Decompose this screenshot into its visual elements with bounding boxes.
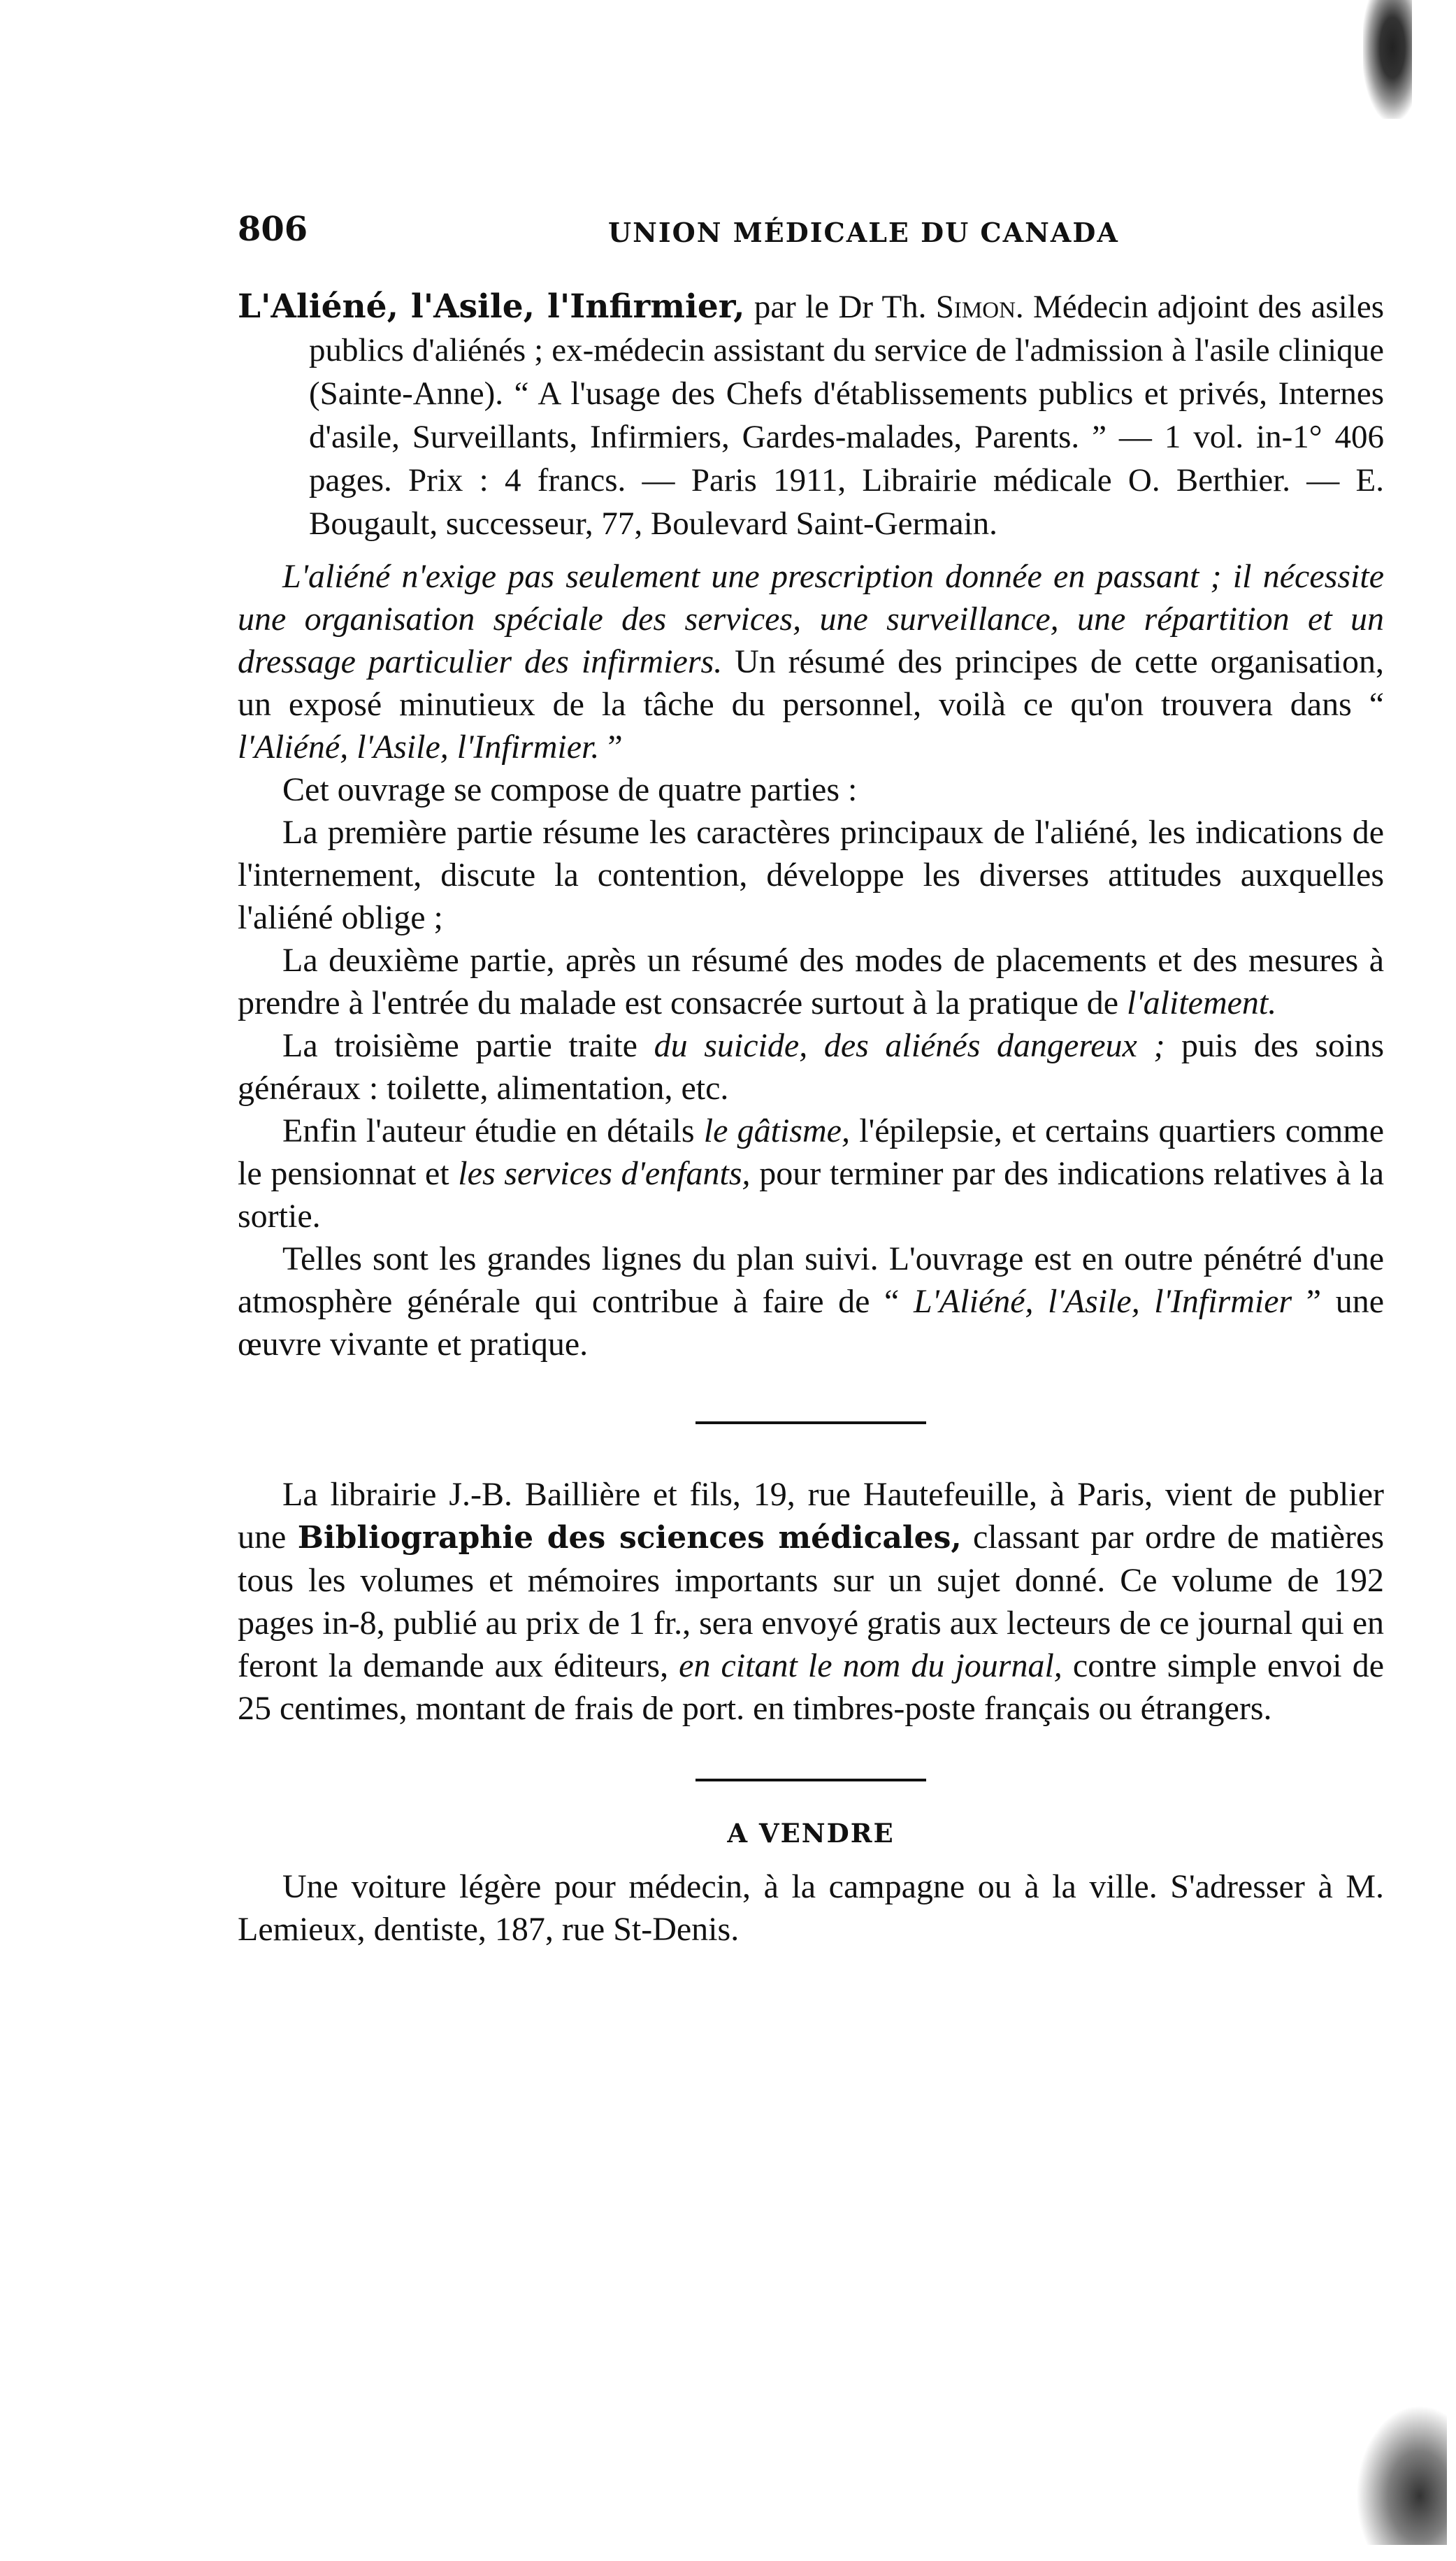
- review-paragraph: [238, 1238, 1384, 1365]
- bibliography-notice: [238, 1473, 1384, 1730]
- journal-title: UNION MÉDICALE DU CANADA: [608, 217, 1119, 248]
- review-text: Cet ouvrage se compose de quatre parties :: [282, 771, 858, 808]
- notice-bold: Bibliographie des sciences médicales,: [297, 1520, 962, 1556]
- review-paragraph: [238, 768, 1384, 811]
- review-text: ”: [599, 729, 623, 766]
- review-paragraph: [238, 555, 1384, 768]
- section-divider: [695, 1779, 926, 1781]
- review-text: Telles sont les grandes lignes du plan suivi. L'ouvrage est en outre pénétré d'une atmosphère générale qui contribue à faire de “: [238, 1240, 1384, 1320]
- scan-mark-top: [1363, 0, 1412, 119]
- review-body: [238, 555, 1384, 1365]
- review-paragraph: [238, 1110, 1384, 1238]
- notice-paragraph: [238, 1473, 1384, 1730]
- review-italic: L'Aliéné, l'Asile, l'Infirmier: [913, 1283, 1292, 1320]
- review-italic-lead: L'aliéné n'exige pas seulement une prescription donnée en passant ; il nécessite une organisation spéciale des services, une surveillance, une répartition et un dressage particulier des infirmiers.: [238, 558, 1384, 680]
- sale-heading: A VENDRE: [727, 1818, 895, 1849]
- review-citation: [238, 285, 1384, 545]
- review-paragraph: [238, 1024, 1384, 1110]
- review-paragraph: [238, 811, 1384, 939]
- notice-text: classant par ordre de matières tous les volumes et mémoires importants sur un sujet donné. Ce volume de 192 pages in-8, publié au prix de 1 fr., sera envoyé gratis aux lecteurs de ce journal qui en feront la demande aux éditeurs,: [238, 1519, 1384, 1684]
- scan-mark-bottom: [1356, 2405, 1447, 2545]
- review-text: Enfin l'auteur étudie en détails: [282, 1112, 704, 1149]
- running-head: [238, 210, 1384, 259]
- sale-paragraph: [238, 1865, 1384, 1951]
- notice-italic: en citant le nom du journal,: [679, 1647, 1062, 1684]
- review-italic: du suicide, des aliénés dangereux ;: [654, 1027, 1165, 1064]
- book-title: L'Aliéné, l'Asile, l'Infirmier,: [238, 287, 745, 326]
- citation-author: Simon: [935, 289, 1016, 325]
- notice-text: La librairie J.-B. Baillière et fils, 19, rue Hautefeuille, à Paris, vient de publier une: [238, 1476, 1384, 1556]
- citation-by: par le Dr Th.: [744, 289, 936, 325]
- sale-text: Une voiture légère pour médecin, à la campagne ou à la ville. S'adresser à M. Lemieux, dentiste, 187, rue St-Denis.: [238, 1868, 1384, 1948]
- review-text: l'épilepsie, et certains quartiers comme le pensionnat et: [238, 1112, 1385, 1192]
- review-text: ” une œuvre vivante et pratique.: [238, 1283, 1385, 1363]
- review-italic-title: l'Aliéné, l'Asile, l'Infirmier.: [238, 729, 600, 766]
- review-text: La première partie résume les caractères principaux de l'aliéné, les indications de l'internement, discute la contention, développe les diverses attitudes auxquelles l'aliéné oblige ;: [238, 814, 1384, 936]
- page-number: 806: [238, 210, 308, 249]
- review-italic: les services d'enfants,: [458, 1155, 751, 1192]
- notice-text: contre simple envoi de 25 centimes, montant de frais de port. en timbres-poste français ou étrangers.: [238, 1647, 1384, 1727]
- review-text: La deuxième partie, après un résumé des modes de placements et des mesures à prendre à l'entrée du malade est consacrée surtout à la pratique de: [238, 942, 1384, 1021]
- review-text: Un résumé des principes de cette organisation, un exposé minutieux de la tâche du personnel, voilà ce qu'on trouvera dans “: [238, 643, 1385, 723]
- review-italic: l'alitement.: [1127, 984, 1277, 1021]
- review-text: pour terminer par des indications relatives à la sortie.: [238, 1155, 1384, 1235]
- review-text: La troisième partie traite: [282, 1027, 654, 1064]
- review-text: puis des soins généraux : toilette, alimentation, etc.: [238, 1027, 1385, 1107]
- review-italic: le gâtisme,: [703, 1112, 850, 1149]
- review-paragraph: [238, 939, 1384, 1024]
- sale-notice: [238, 1865, 1384, 1951]
- citation-details: . Médecin adjoint des asiles publics d'aliénés ; ex-médecin assistant du service de l'admission à l'asile clinique (Sainte-Anne). “ A l'usage des Chefs d'établissements publics et privés, Internes d'asile, Surveillants, Infirmiers, Gardes-malades, Parents. ” — 1 vol. in-1° 406 pages. Prix : 4 francs. — Paris 1911, Librairie médicale O. Berthier. — E. Bougault, successeur, 77, Boulevard Saint-Germain.: [309, 289, 1384, 542]
- page-content: [238, 210, 1384, 1951]
- section-divider: [695, 1421, 926, 1424]
